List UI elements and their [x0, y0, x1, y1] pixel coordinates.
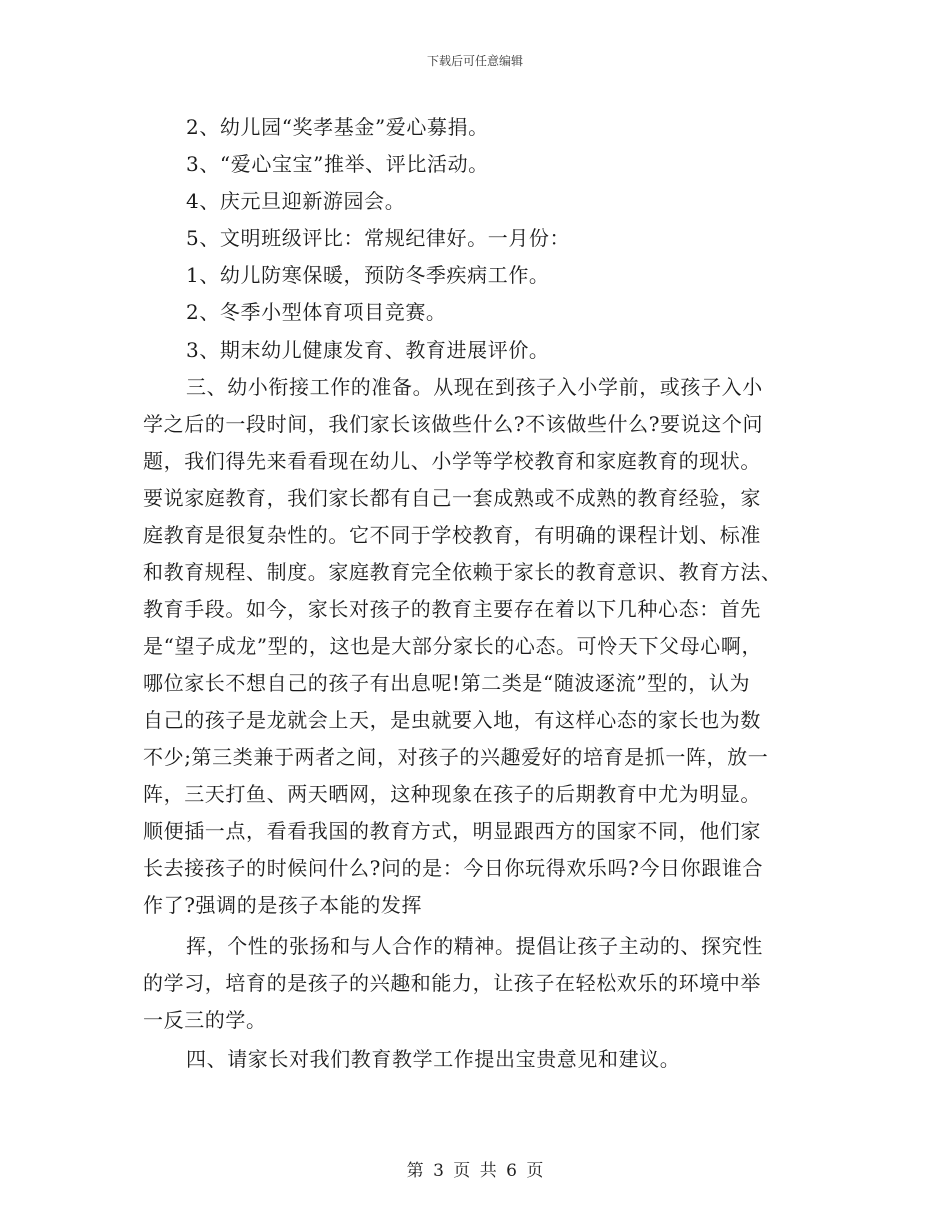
body-line: 四、请家长对我们教育教学工作提出宝贵意见和建议。	[186, 1047, 681, 1071]
body-line: 自己的孩子是龙就会上天，是虫就要入地，有这样心态的家长也为数	[143, 708, 761, 732]
body-line: 学之后的一段时间，我们家长该做些什么?不该做些什么?要说这个问	[143, 412, 764, 436]
body-line: 3、期末幼儿健康发育、教育进展评价。	[186, 338, 550, 362]
body-line: 2、冬季小型体育项目竞赛。	[186, 300, 447, 324]
body-line: 题，我们得先来看看现在幼儿、小学等学校教育和家庭教育的现状。	[143, 449, 761, 473]
body-line: 三、幼小衔接工作的准备。从现在到孩子入小学前，或孩子入小	[186, 375, 763, 399]
body-line: 长去接孩子的时候问什么?问的是：今日你玩得欢乐吗?今日你跟谁合	[143, 856, 764, 880]
body-line: 2、幼儿园“奖孝基金”爱心募捐。	[186, 115, 489, 139]
body-line: 庭教育是很复杂性的。它不同于学校教育，有明确的课程计划、标准	[143, 523, 761, 547]
body-line: 挥，个性的张扬和与人合作的精神。提倡让孩子主动的、探究性	[186, 934, 763, 958]
body-line: 是“望子成龙”型的，这也是大部分家长的心态。可怜天下父母心啊，	[143, 634, 763, 658]
body-line: 阵，三天打鱼、两天晒网，这种现象在孩子的后期教育中尤为明显。	[143, 782, 761, 806]
body-line: 教育手段。如今，家长对孩子的教育主要存在着以下几种心态：首先	[143, 597, 761, 621]
body-line: 4、庆元旦迎新游园会。	[186, 189, 406, 213]
body-line: 哪位家长不想自己的孩子有出息呢!第二类是“随波逐流”型的，认为	[143, 671, 751, 695]
body-line: 和教育规程、制度。家庭教育完全依赖于家长的教育意识、教育方法、	[143, 560, 782, 584]
body-line: 5、文明班级评比：常规纪律好。一月份：	[186, 226, 571, 250]
body-line: 1、幼儿防寒保暖，预防冬季疾病工作。	[186, 263, 550, 287]
page-header: 下载后可任意编辑	[426, 54, 523, 68]
page-footer: 第 3 页 共 6 页	[406, 1161, 544, 1181]
body-line: 作了?强调的是孩子本能的发挥	[143, 893, 423, 917]
body-line: 的学习，培育的是孩子的兴趣和能力，让孩子在轻松欢乐的环境中举	[143, 971, 761, 995]
body-line: 不少;第三类兼于两者之间，对孩子的兴趣爱好的培育是抓一阵，放一	[143, 745, 769, 769]
body-line: 一反三的学。	[143, 1008, 267, 1032]
body-line: 3、“爱心宝宝”推举、评比活动。	[186, 152, 489, 176]
body-line: 顺便插一点，看看我国的教育方式，明显跟西方的国家不同，他们家	[143, 819, 761, 843]
body-line: 要说家庭教育，我们家长都有自己一套成熟或不成熟的教育经验，家	[143, 486, 761, 510]
